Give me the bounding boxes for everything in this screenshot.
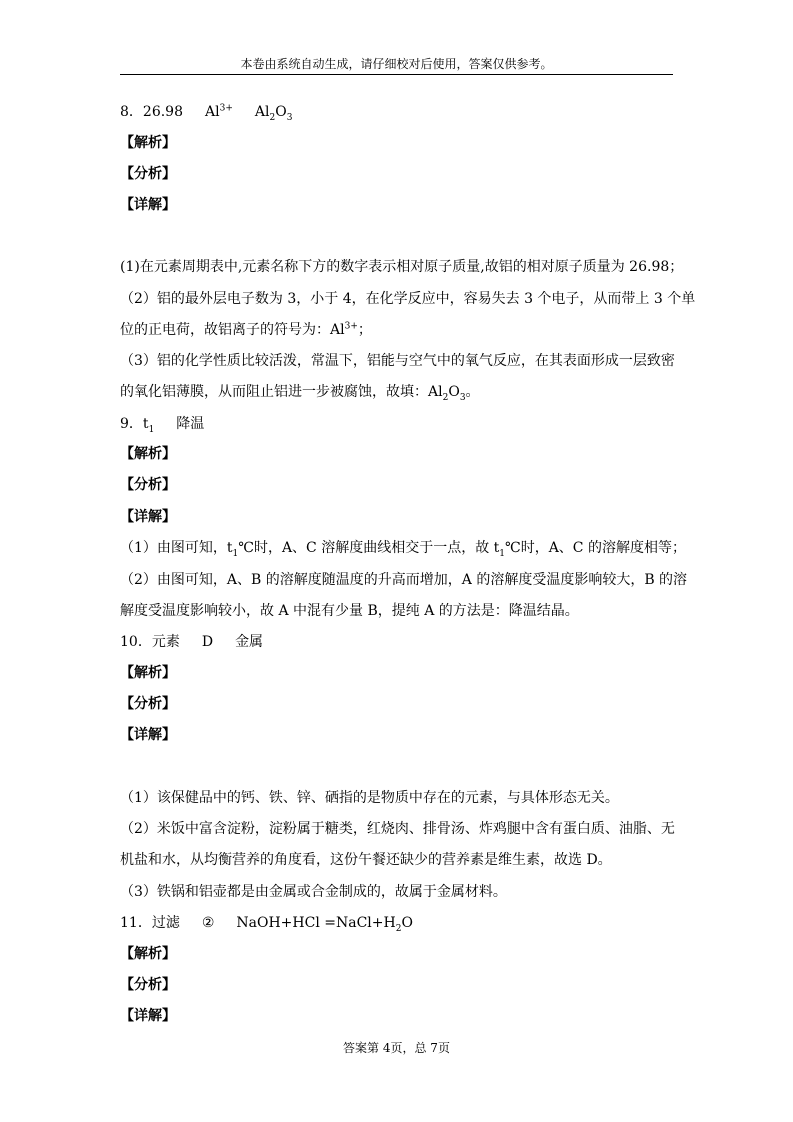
q11-answer-1: 过滤	[151, 915, 180, 931]
q10-jiexi-label: 【解析】	[120, 665, 176, 681]
q9-jiexi-label: 【解析】	[120, 446, 176, 462]
q10-answer-3: 金属	[235, 634, 264, 650]
q8-jiexi-label: 【解析】	[120, 135, 176, 151]
q10-answer-1: 元素	[151, 634, 180, 650]
q8-answer-1: 26.98	[142, 104, 184, 120]
q9-answer-2: 降温	[176, 416, 205, 432]
q9-paragraph-2a: （2）由图可知，A、B 的溶解度随温度的升高而增加，A 的溶解度受温度影响较大，B 的溶	[120, 572, 688, 588]
q10-number: 10．	[120, 634, 152, 650]
q11-answer-line	[120, 913, 413, 933]
q10-answer-2: D	[201, 634, 214, 650]
q8-paragraph-3b: 的氧化铝薄膜，从而阻止铝进一步被腐蚀，故填：$Al_2O_3$。	[120, 384, 480, 403]
q10-xiangjie-label: 【详解】	[120, 727, 176, 743]
q10-paragraph-2a: （2）米饭中富含淀粉，淀粉属于糖类，红烧肉、排骨汤、炸鸡腿中含有蛋白质、油脂、无	[120, 821, 675, 837]
q8-paragraph-3a: （3）铝的化学性质比较活泼，常温下，铝能与空气中的氧气反应，在其表面形成一层致密	[120, 353, 675, 369]
q9-answer-line	[120, 414, 204, 434]
q11-number: 11．	[120, 915, 152, 931]
q9-paragraph-2b: 解度受温度影响较小，故 A 中混有少量 B，提纯 A 的方法是：降温结晶。	[120, 603, 579, 619]
page-footer: 答案第 4页，总 7页	[343, 1041, 450, 1055]
q11-fenxi-label: 【分析】	[120, 977, 176, 993]
q8-number: 8．	[120, 104, 143, 120]
q9-fenxi-label: 【分析】	[120, 477, 176, 493]
q11-xiangjie-label: 【详解】	[120, 1008, 176, 1024]
q9-number: 9．	[120, 416, 143, 432]
q9-xiangjie-label: 【详解】	[120, 509, 176, 525]
q8-paragraph-1: (1)在元素周期表中,元素名称下方的数字表示相对原子质量,故铝的相对原子质量为 26.98；	[120, 259, 684, 275]
q8-answer-2: $Al^{3+}$	[205, 103, 233, 120]
q9-paragraph-1: （1）由图可知，$t_1℃$时，A、C 溶解度曲线相交于一点，故 $t_1℃$时，A、C 的溶解度相等；	[120, 540, 686, 559]
q10-paragraph-2b: 机盐和水，从均衡营养的角度看，这份午餐还缺少的营养素是维生素，故选 D。	[120, 852, 612, 868]
q10-paragraph-1: （1）该保健品中的钙、铁、锌、硒指的是物质中存在的元素，与具体形态无关。	[120, 790, 619, 806]
q10-paragraph-3: （3）铁锅和铝壶都是由金属或合金制成的，故属于金属材料。	[120, 884, 507, 900]
q11-answer-2: ②	[201, 915, 215, 931]
q8-paragraph-2a: （2）铝的最外层电子数为 3，小于 4，在化学反应中，容易失去 3 个电子，从而带上 3 个单	[120, 291, 696, 307]
q11-answer-3: NaOH+HCl $=NaCl+H_2O$	[236, 915, 413, 934]
q8-paragraph-2b: 位的正电荷，故铝离子的符号为：$Al^{3+}$；	[120, 321, 372, 338]
q8-fenxi-label: 【分析】	[120, 166, 176, 182]
q10-answer-line	[120, 632, 263, 652]
page-header: 本卷由系统自动生成，请仔细校对后使用，答案仅供参考。	[120, 56, 673, 75]
q8-answer-3: $Al_2O_3$	[254, 104, 293, 123]
q11-jiexi-label: 【解析】	[120, 946, 176, 962]
q10-fenxi-label: 【分析】	[120, 696, 176, 712]
q9-answer-1: $t_1$	[142, 416, 155, 435]
q8-answer-line	[120, 102, 292, 122]
q8-xiangjie-label: 【详解】	[120, 197, 176, 213]
